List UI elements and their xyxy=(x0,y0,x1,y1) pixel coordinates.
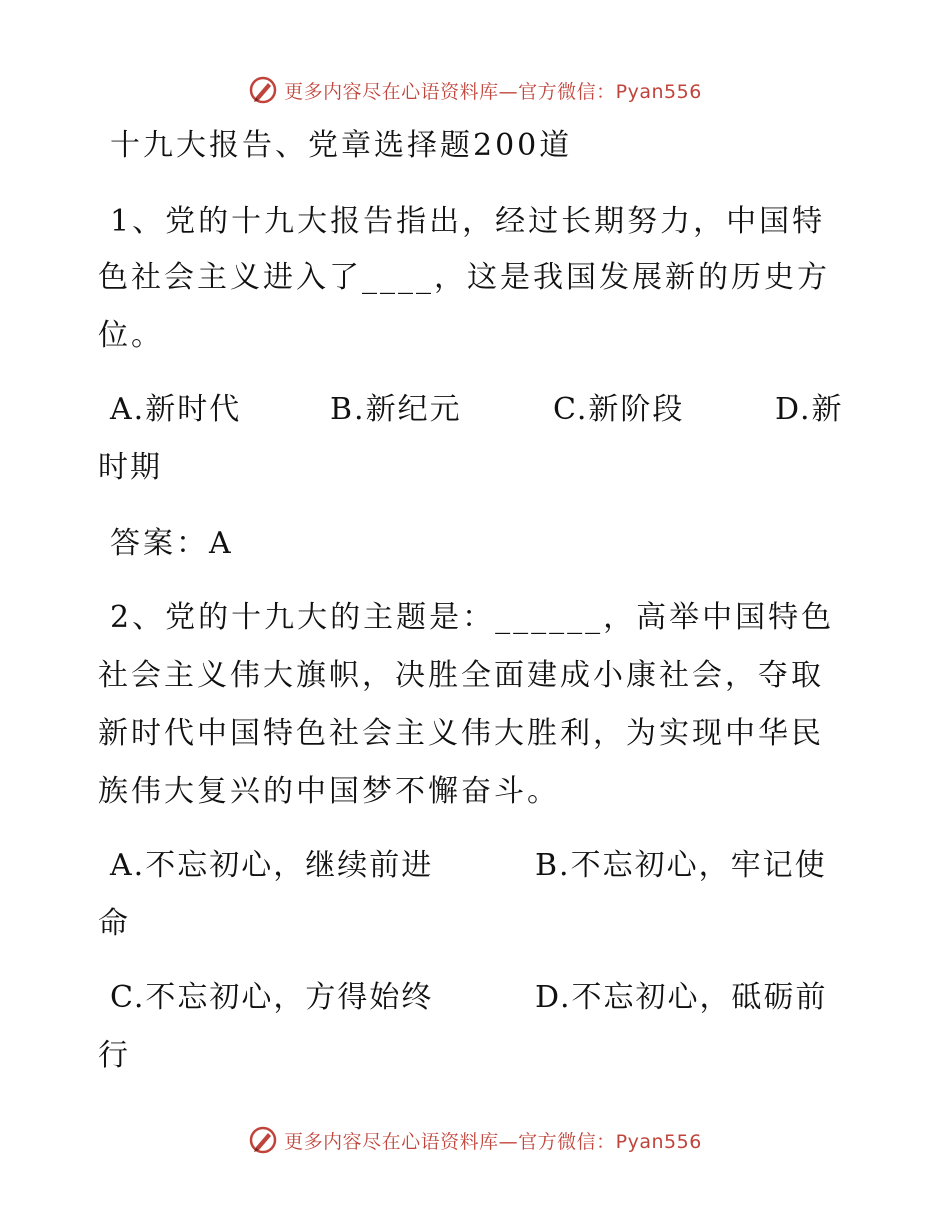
question-1-option-c: C.新阶段 xyxy=(553,392,685,427)
pen-logo-icon xyxy=(248,1125,278,1155)
question-1-option-a: A.新时代 xyxy=(110,392,242,427)
question-1-option-d: D.新 xyxy=(775,392,844,427)
question-2-option-b-continued: 命 xyxy=(98,906,130,941)
question-2-line-1: 2、党的十九大的主题是：______，高举中国特色 xyxy=(110,600,835,635)
question-2-option-d: D.不忘初心，砥砺前 xyxy=(535,980,828,1015)
watermark-text: 更多内容尽在心语资料库—官方微信：Pyan556 xyxy=(284,1130,702,1153)
question-2-line-2: 社会主义伟大旗帜，决胜全面建成小康社会，夺取 xyxy=(98,658,824,693)
document-title: 十九大报告、党章选择题200道 xyxy=(110,128,573,163)
question-1-line-2: 色社会主义进入了____，这是我国发展新的历史方 xyxy=(98,260,830,295)
pen-logo-icon xyxy=(248,75,278,105)
question-2-option-c: C.不忘初心，方得始终 xyxy=(110,980,434,1015)
question-2-option-b: B.不忘初心，牢记使 xyxy=(535,848,827,883)
question-2-line-3: 新时代中国特色社会主义伟大胜利，为实现中华民 xyxy=(98,716,824,751)
question-1-line-1: 1、党的十九大报告指出，经过长期努力，中国特 xyxy=(110,204,826,239)
question-1-option-d-continued: 时期 xyxy=(98,450,162,485)
footer-watermark xyxy=(0,1120,950,1160)
question-2-option-d-continued: 行 xyxy=(98,1038,130,1073)
watermark-text: 更多内容尽在心语资料库—官方微信：Pyan556 xyxy=(284,80,702,103)
question-2-line-4: 族伟大复兴的中国梦不懈奋斗。 xyxy=(98,774,560,809)
header-watermark xyxy=(0,70,950,110)
question-1-line-3: 位。 xyxy=(98,318,164,353)
question-1-option-b: B.新纪元 xyxy=(330,392,462,427)
question-2-option-a: A.不忘初心，继续前进 xyxy=(110,848,434,883)
question-1-answer: 答案：A xyxy=(110,526,234,561)
